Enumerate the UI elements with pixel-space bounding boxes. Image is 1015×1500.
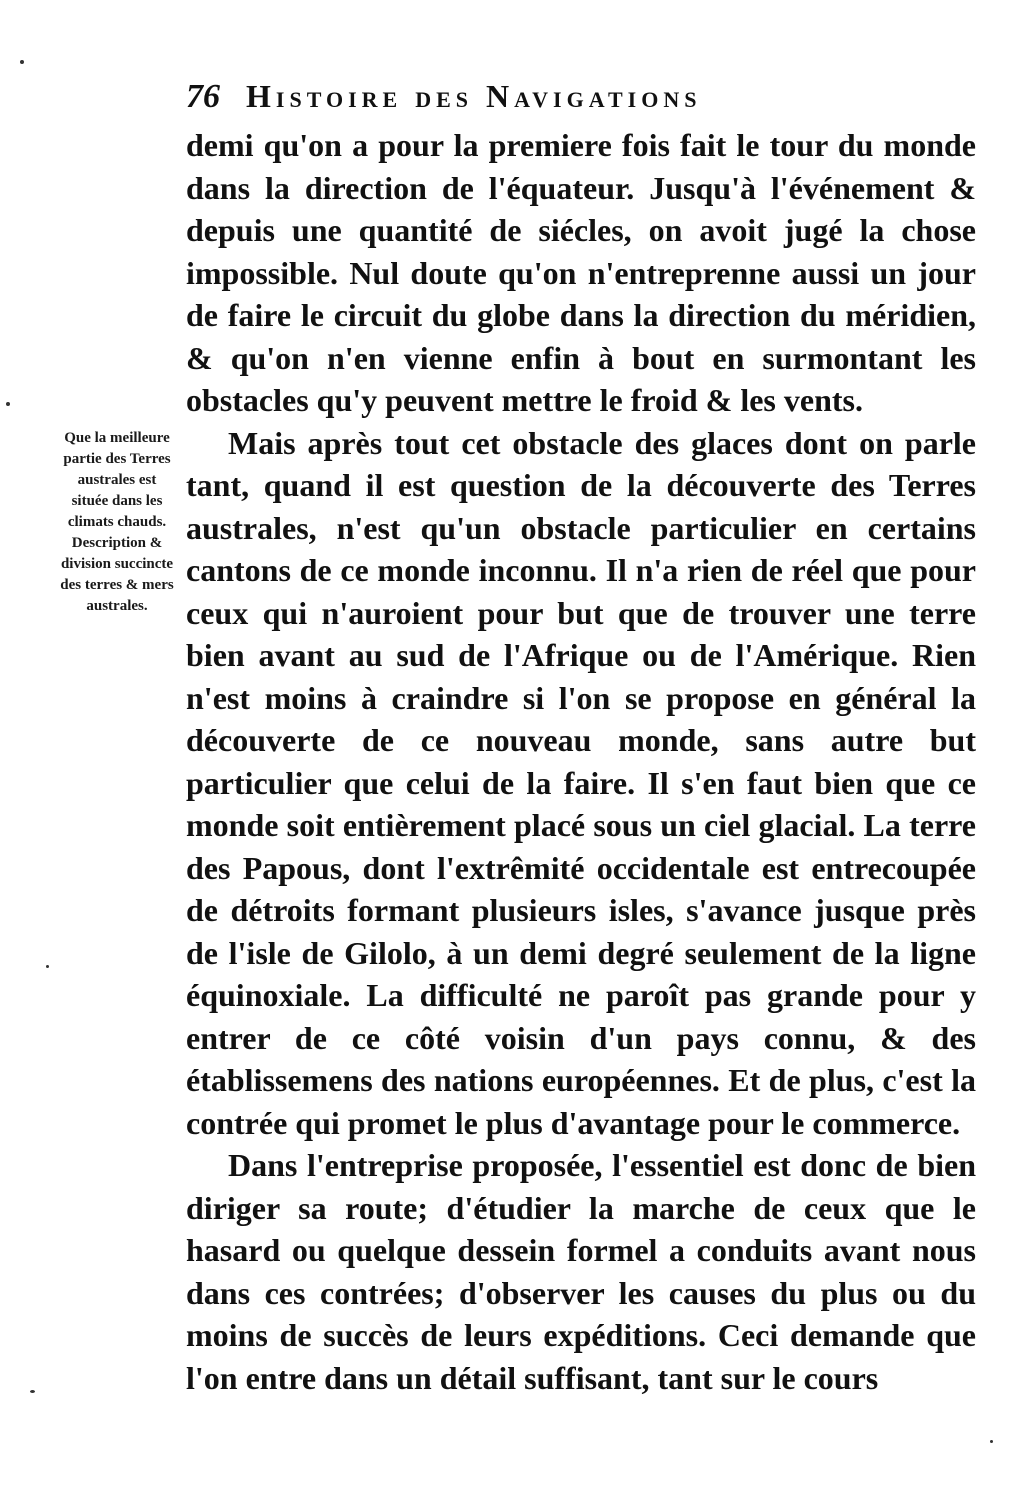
- page-number: 76: [186, 78, 220, 115]
- scan-speck: [30, 1390, 35, 1393]
- scan-speck: [990, 1440, 993, 1443]
- running-title: Histoire des Navigations: [246, 78, 702, 114]
- paragraph-entreprise: Dans l'entreprise proposée, l'essentiel est donc de bien diriger sa route; d'étudier la marche de ceux que le hasard ou quelque dessein formel a conduits avant nous dans ces contrées; d'observer les causes du plus ou du moins de succès de leurs expéditions. Ceci demande que l'on entre dans un détail suffisant, tant sur le cours: [186, 1147, 976, 1396]
- page-header: [186, 78, 976, 126]
- paragraph-glaces: Mais après tout cet obstacle des glaces dont on parle tant, quand il est question de la découverte des Terres australes, n'est qu'un obstacle particulier en certains cantons de ce monde inconnu. Il n'a rien de réel que pour ceux qui n'auroient pour but que de trouver une terre bien avant au sud de l'Afrique ou de l'Amérique. Rien n'est moins à craindre si l'on se propose en général la découverte de ce nouveau monde, sans autre but particulier que celui de la faire. Il s'en faut bien que ce monde soit entièrement placé sous un ciel glacial. La terre des Papous, dont l'extrêmité occidentale est entrecoupée de détroits formant plusieurs isles, s'avance jusque près de l'isle de Gilolo, à un demi degré seulement de la ligne équinoxiale. La difficulté ne paroît pas grande pour y entrer de ce côté voisin d'un pays connu, & des établissemens des nations européennes. Et de plus, c'est la contrée qui promet le plus d'avantage pour le commerce.: [186, 424, 976, 1141]
- body-text: [186, 124, 976, 1399]
- scan-speck: [6, 402, 10, 406]
- paragraph-continuation: demi qu'on a pour la premiere fois fait le tour du monde dans la direction de l'équateur. Jusqu'à l'événement & depuis une quantité de siécles, on avoit jugé la chose impossible. Nul doute qu'on n'entreprenne aussi un jour de faire le circuit du globe dans la direction du méridien, & qu'on n'en vienne enfin à bout en surmontant les obstacles qu'y peuvent mettre le froid & les vents.: [186, 127, 976, 418]
- scan-speck: [20, 60, 24, 64]
- margin-note: Que la meilleure partie des Terres australes est située dans les climats chauds. Description & division succincte des terres & mers australes.: [60, 430, 174, 614]
- scan-speck: [46, 965, 49, 968]
